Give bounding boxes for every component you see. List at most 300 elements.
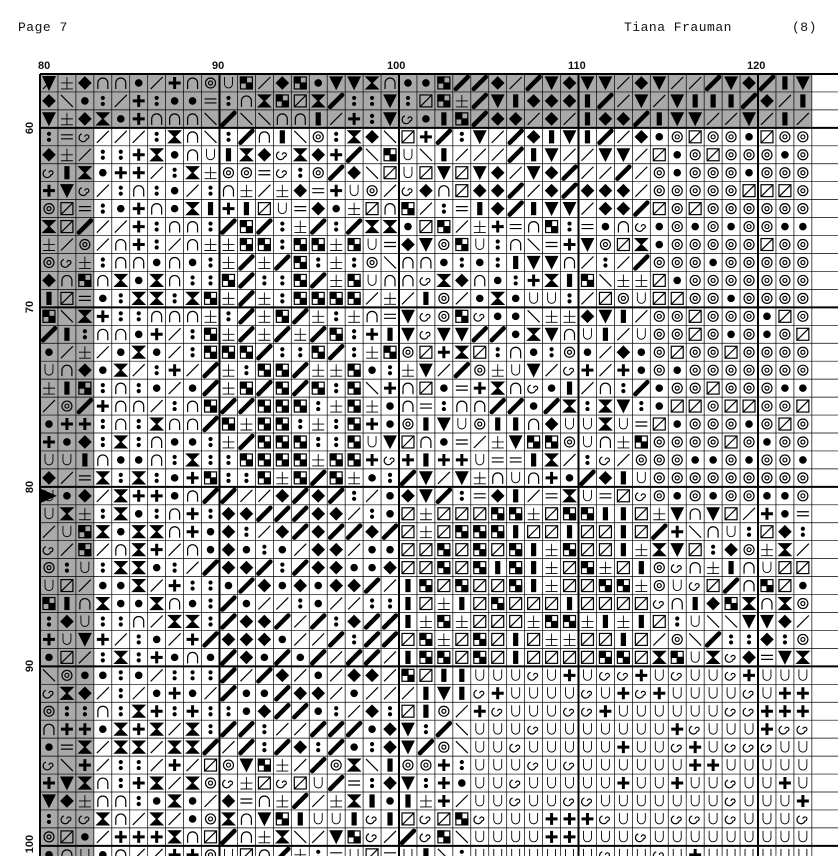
- stitch-symbol-anchor: [348, 472, 360, 484]
- stitch-symbol-anchor: [635, 580, 647, 592]
- stitch-symbol-dot: [118, 582, 124, 588]
- stitch-symbol-sun: [762, 455, 772, 465]
- stitch-symbol-tri: [671, 508, 683, 520]
- stitch-symbol-u: [709, 723, 717, 734]
- stitch-symbol-sun: [331, 760, 341, 770]
- stitch-symbol-boxslash: [492, 580, 504, 592]
- stitch-symbol-u: [799, 777, 807, 788]
- stitch-symbol-arch: [385, 204, 395, 215]
- stitch-symbol-u: [476, 669, 484, 680]
- stitch-symbol-diamond: [492, 490, 504, 502]
- stitch-symbol-hour: [779, 598, 791, 610]
- stitch-symbol-hour: [169, 131, 181, 143]
- stitch-symbol-dot: [333, 205, 339, 211]
- shaded-cell: [58, 630, 76, 648]
- stitch-symbol-checker: [348, 239, 360, 251]
- stitch-symbol-boxslash: [653, 203, 665, 215]
- stitch-symbol-plus: [689, 741, 701, 753]
- stitch-symbol-u: [476, 723, 484, 734]
- stitch-symbol-bar: [621, 472, 625, 484]
- stitch-symbol-bar: [316, 113, 320, 125]
- page-number: (8): [792, 20, 817, 35]
- stitch-symbol-hour: [635, 239, 647, 251]
- stitch-symbol-boxslash: [582, 580, 594, 592]
- stitch-symbol-boxslash: [258, 777, 270, 789]
- stitch-symbol-checker: [348, 382, 360, 394]
- stitch-symbol-hour: [169, 616, 181, 628]
- stitch-symbol-sun: [798, 365, 808, 375]
- stitch-symbol-u: [368, 274, 376, 285]
- stitch-symbol-arch: [116, 419, 126, 430]
- stitch-symbol-eq: [546, 243, 558, 247]
- column-label-110: 110: [568, 60, 586, 72]
- stitch-symbol-slash: [348, 508, 360, 520]
- stitch-symbol-colon: [442, 402, 445, 411]
- stitch-symbol-plus: [169, 687, 181, 699]
- stitch-symbol-checker: [438, 544, 450, 556]
- stitch-symbol-sun: [744, 491, 754, 501]
- stitch-symbol-slash: [312, 795, 324, 807]
- stitch-symbol-colon: [209, 617, 212, 626]
- stitch-symbol-plus: [133, 723, 145, 735]
- stitch-symbol-bar: [442, 149, 446, 161]
- stitch-symbol-u: [601, 687, 609, 698]
- shaded-cell: [76, 236, 94, 254]
- stitch-symbol-slash: [97, 831, 109, 843]
- stitch-symbol-spiral: [671, 565, 681, 573]
- stitch-symbol-tri: [617, 149, 629, 161]
- stitch-symbol-bar: [496, 418, 500, 430]
- stitch-symbol-bead: [330, 723, 342, 735]
- stitch-symbol-eq: [312, 189, 324, 193]
- stitch-symbol-bead: [294, 490, 306, 502]
- stitch-symbol-u: [476, 831, 484, 842]
- stitch-symbol-checker: [294, 292, 306, 304]
- stitch-symbol-u: [548, 705, 556, 716]
- stitch-symbol-eq: [456, 207, 468, 211]
- stitch-symbol-diamond: [240, 616, 252, 628]
- stitch-symbol-boxslash: [456, 185, 468, 197]
- stitch-symbol-bar: [514, 651, 518, 663]
- stitch-symbol-u: [512, 472, 520, 483]
- stitch-symbol-sun: [690, 365, 700, 375]
- stitch-symbol-eq: [348, 781, 360, 785]
- stitch-symbol-backslash: [420, 149, 432, 161]
- stitch-symbol-u: [512, 813, 520, 824]
- stitch-symbol-checker: [528, 436, 540, 448]
- stitch-symbol-bead: [438, 490, 450, 502]
- stitch-symbol-anchor: [474, 472, 486, 484]
- stitch-symbol-boxslash: [797, 328, 809, 340]
- stitch-symbol-u: [691, 651, 699, 662]
- stitch-symbol-sun: [690, 257, 700, 267]
- stitch-symbol-diamond: [240, 633, 252, 645]
- stitch-symbol-tri: [761, 616, 773, 628]
- stitch-symbol-checker: [276, 454, 288, 466]
- shaded-cell: [76, 613, 94, 631]
- stitch-symbol-u: [781, 741, 789, 752]
- stitch-symbol-u: [655, 831, 663, 842]
- stitch-symbol-plus: [169, 849, 181, 856]
- stitch-symbol-diamond: [294, 185, 306, 197]
- stitch-symbol-arch: [421, 437, 431, 448]
- stitch-symbol-checker: [205, 400, 217, 412]
- stitch-symbol-bar: [244, 203, 248, 215]
- stitch-symbol-boxslash: [258, 203, 270, 215]
- stitch-symbol-arch: [259, 132, 269, 143]
- stitch-symbol-sun: [744, 222, 754, 232]
- stitch-symbol-dot: [495, 277, 501, 283]
- stitch-symbol-plus: [366, 454, 378, 466]
- shaded-cell: [184, 110, 202, 128]
- stitch-symbol-backslash: [438, 849, 450, 856]
- stitch-symbol-boxslash: [599, 544, 611, 556]
- stitch-symbol-arch: [690, 563, 700, 574]
- stitch-symbol-plus: [582, 813, 594, 825]
- stitch-symbol-sun: [744, 347, 754, 357]
- stitch-symbol-slash: [492, 131, 504, 143]
- stitch-symbol-arch: [529, 473, 539, 484]
- stitch-symbol-u: [709, 705, 717, 716]
- stitch-symbol-slash: [456, 292, 468, 304]
- shaded-cell: [94, 92, 112, 110]
- stitch-symbol-bar: [639, 562, 643, 574]
- stitch-symbol-dot: [674, 277, 680, 283]
- stitch-symbol-slash: [384, 651, 396, 663]
- stitch-symbol-hour: [169, 795, 181, 807]
- stitch-symbol-u: [655, 759, 663, 770]
- stitch-symbol-bar: [65, 328, 69, 340]
- stitch-symbol-anchor: [366, 400, 378, 412]
- stitch-symbol-sun: [726, 150, 736, 160]
- stitch-symbol-checker: [582, 274, 594, 286]
- stitch-symbol-boxslash: [402, 508, 414, 520]
- stitch-symbol-spiral: [779, 726, 789, 734]
- stitch-symbol-plus: [617, 741, 629, 753]
- stitch-symbol-boxslash: [420, 167, 432, 179]
- stitch-symbol-plus: [546, 813, 558, 825]
- stitch-symbol-bar: [424, 705, 428, 717]
- stitch-symbol-arch: [188, 401, 198, 412]
- stitch-symbol-dot: [171, 439, 177, 445]
- stitch-symbol-u: [637, 705, 645, 716]
- stitch-symbol-checker: [330, 292, 342, 304]
- stitch-symbol-bead: [312, 616, 324, 628]
- stitch-symbol-dot: [405, 223, 411, 229]
- stitch-symbol-diamond: [743, 651, 755, 663]
- stitch-symbol-bead: [599, 131, 611, 143]
- stitch-symbol-plus: [797, 687, 809, 699]
- stitch-symbol-colon: [263, 743, 266, 752]
- stitch-symbol-slash: [115, 131, 127, 143]
- stitch-symbol-boxslash: [402, 544, 414, 556]
- stitch-symbol-boxslash: [420, 562, 432, 574]
- stitch-symbol-boxslash: [653, 149, 665, 161]
- stitch-symbol-checker: [438, 831, 450, 843]
- stitch-symbol-arch: [170, 509, 180, 520]
- stitch-symbol-boxslash: [456, 633, 468, 645]
- stitch-symbol-colon: [209, 599, 212, 608]
- stitch-symbol-anchor: [312, 454, 324, 466]
- stitch-symbol-boxslash: [779, 310, 791, 322]
- stitch-symbol-colon: [101, 563, 104, 572]
- stitch-symbol-dot: [387, 511, 393, 517]
- stitch-symbol-slash: [169, 346, 181, 358]
- stitch-symbol-anchor: [582, 616, 594, 628]
- stitch-symbol-colon: [748, 527, 751, 536]
- shaded-cell: [58, 559, 76, 577]
- stitch-symbol-diamond: [725, 544, 737, 556]
- stitch-symbol-diamond: [348, 616, 360, 628]
- stitch-symbol-colon: [730, 635, 733, 644]
- stitch-symbol-sun: [798, 275, 808, 285]
- stitch-symbol-boxslash: [456, 544, 468, 556]
- stitch-symbol-checker: [258, 759, 270, 771]
- stitch-symbol-tri: [456, 472, 468, 484]
- shaded-cell: [58, 271, 76, 289]
- stitch-symbol-plus: [546, 831, 558, 843]
- stitch-symbol-dot: [692, 457, 698, 463]
- stitch-symbol-slash: [169, 544, 181, 556]
- stitch-symbol-dot: [153, 690, 159, 696]
- stitch-symbol-bead: [564, 185, 576, 197]
- stitch-symbol-arch: [188, 545, 198, 556]
- stitch-symbol-arch: [188, 311, 198, 322]
- stitch-symbol-tri: [420, 472, 432, 484]
- stitch-symbol-dot: [692, 223, 698, 229]
- stitch-symbol-arch: [565, 258, 575, 269]
- stitch-symbol-colon: [101, 258, 104, 267]
- stitch-symbol-bead: [240, 310, 252, 322]
- stitch-symbol-diamond: [312, 203, 324, 215]
- stitch-symbol-boxslash: [599, 526, 611, 538]
- stitch-symbol-plus: [169, 364, 181, 376]
- stitch-symbol-dot: [189, 439, 195, 445]
- stitch-symbol-diamond: [223, 508, 235, 520]
- stitch-symbol-arch: [762, 599, 772, 610]
- stitch-symbol-colon: [119, 689, 122, 698]
- stitch-symbol-colon: [389, 366, 392, 375]
- stitch-symbol-diamond: [294, 580, 306, 592]
- stitch-symbol-bar: [424, 454, 428, 466]
- stitch-symbol-boxslash: [474, 580, 486, 592]
- stitch-symbol-colon: [155, 186, 158, 195]
- stitch-symbol-slash: [582, 167, 594, 179]
- stitch-symbol-sun: [708, 365, 718, 375]
- stitch-symbol-diamond: [312, 149, 324, 161]
- stitch-symbol-u: [548, 687, 556, 698]
- stitch-symbol-dot: [136, 600, 142, 606]
- stitch-symbol-arch: [170, 275, 180, 286]
- stitch-symbol-hour: [151, 526, 163, 538]
- stitch-symbol-sun: [744, 257, 754, 267]
- stitch-symbol-bead: [330, 633, 342, 645]
- stitch-symbol-colon: [371, 509, 374, 518]
- stitch-symbol-checker: [582, 508, 594, 520]
- stitch-symbol-colon: [101, 150, 104, 159]
- shaded-cell: [148, 92, 166, 110]
- stitch-symbol-u: [548, 849, 556, 856]
- stitch-symbol-diamond: [528, 131, 540, 143]
- stitch-symbol-sun: [690, 293, 700, 303]
- stitch-symbol-backslash: [689, 633, 701, 645]
- stitch-symbol-spiral: [725, 780, 735, 788]
- stitch-symbol-plus: [582, 364, 594, 376]
- stitch-symbol-u: [368, 436, 376, 447]
- stitch-symbol-bar: [370, 795, 374, 807]
- stitch-symbol-bead: [653, 526, 665, 538]
- stitch-symbol-anchor: [617, 274, 629, 286]
- stitch-symbol-boxslash: [582, 651, 594, 663]
- stitch-symbol-sun: [672, 240, 682, 250]
- stitch-symbol-colon: [173, 671, 176, 680]
- stitch-symbol-hour: [151, 777, 163, 789]
- stitch-symbol-colon: [568, 294, 571, 303]
- stitch-symbol-bead: [205, 382, 217, 394]
- stitch-symbol-slash: [294, 723, 306, 735]
- shaded-cell: [40, 559, 58, 577]
- stitch-symbol-bead: [635, 203, 647, 215]
- stitch-symbol-spiral: [689, 816, 699, 824]
- stitch-symbol-dot: [782, 223, 788, 229]
- stitch-symbol-dot: [746, 457, 752, 463]
- shaded-cell: [40, 577, 58, 595]
- stitch-symbol-spiral: [653, 852, 663, 856]
- stitch-symbol-checker: [294, 257, 306, 269]
- stitch-symbol-checker: [240, 239, 252, 251]
- stitch-symbol-colon: [783, 635, 786, 644]
- stitch-symbol-u: [799, 669, 807, 680]
- stitch-symbol-colon: [155, 132, 158, 141]
- stitch-symbol-colon: [263, 276, 266, 285]
- stitch-symbol-diamond: [617, 203, 629, 215]
- stitch-symbol-colon: [155, 240, 158, 249]
- shaded-cell: [112, 74, 130, 92]
- stitch-symbol-u: [548, 669, 556, 680]
- stitch-symbol-arch: [421, 258, 431, 269]
- stitch-symbol-u: [799, 849, 807, 856]
- stitch-symbol-plus: [671, 526, 683, 538]
- stitch-symbol-dot: [674, 170, 680, 176]
- stitch-symbol-checker: [240, 454, 252, 466]
- stitch-symbol-u: [494, 831, 502, 842]
- stitch-symbol-slash: [528, 185, 540, 197]
- stitch-symbol-sun: [672, 186, 682, 196]
- stitch-symbol-sun: [726, 257, 736, 267]
- stitch-symbol-colon: [389, 707, 392, 716]
- stitch-symbol-bead: [294, 508, 306, 520]
- stitch-symbol-u: [763, 813, 771, 824]
- stitch-symbol-boxslash: [438, 526, 450, 538]
- stitch-symbol-spiral: [725, 672, 735, 680]
- stitch-symbol-spiral: [725, 744, 735, 752]
- stitch-symbol-bead: [294, 795, 306, 807]
- stitch-symbol-slash: [97, 490, 109, 502]
- stitch-symbol-plus: [133, 777, 145, 789]
- stitch-symbol-colon: [137, 437, 140, 446]
- stitch-symbol-sun: [744, 437, 754, 447]
- stitch-symbol-sun: [654, 491, 664, 501]
- stitch-symbol-arch: [439, 186, 449, 197]
- stitch-symbol-hour: [115, 364, 127, 376]
- stitch-symbol-checker: [510, 508, 522, 520]
- stitch-symbol-boxslash: [510, 598, 522, 610]
- stitch-symbol-u: [601, 723, 609, 734]
- stitch-symbol-sun: [780, 293, 790, 303]
- stitch-symbol-diamond: [599, 185, 611, 197]
- stitch-symbol-u: [476, 777, 484, 788]
- stitch-symbol-bead: [635, 257, 647, 269]
- stitch-symbol-u: [314, 777, 322, 788]
- stitch-symbol-diamond: [779, 526, 791, 538]
- stitch-symbol-sun: [618, 293, 628, 303]
- stitch-symbol-arch: [170, 599, 180, 610]
- stitch-symbol-sun: [223, 168, 233, 178]
- stitch-symbol-checker: [456, 580, 468, 592]
- stitch-symbol-bar: [729, 562, 733, 574]
- stitch-symbol-boxslash: [617, 490, 629, 502]
- stitch-symbol-slash: [97, 346, 109, 358]
- stitch-symbol-dot: [405, 80, 411, 86]
- stitch-symbol-plus: [187, 849, 199, 856]
- stitch-symbol-eq: [384, 243, 396, 247]
- stitch-symbol-spiral: [420, 834, 430, 842]
- stitch-symbol-dot: [674, 493, 680, 499]
- stitch-symbol-dot: [441, 259, 447, 265]
- stitch-symbol-hour: [115, 741, 127, 753]
- stitch-symbol-colon: [137, 312, 140, 321]
- stitch-symbol-colon: [191, 348, 194, 357]
- shaded-cell: [40, 254, 58, 272]
- stitch-symbol-diamond: [384, 562, 396, 574]
- stitch-symbol-anchor: [653, 508, 665, 520]
- stitch-symbol-plus: [151, 705, 163, 717]
- stitch-symbol-plus: [707, 759, 719, 771]
- stitch-symbol-dot: [118, 349, 124, 355]
- stitch-symbol-hour: [151, 813, 163, 825]
- stitch-symbol-colon: [353, 330, 356, 339]
- stitch-symbol-sun: [672, 383, 682, 393]
- stitch-symbol-u: [781, 795, 789, 806]
- stitch-symbol-colon: [281, 240, 284, 249]
- stitch-symbol-slash: [133, 364, 145, 376]
- stitch-symbol-hour: [151, 274, 163, 286]
- stitch-symbol-spiral: [474, 690, 484, 698]
- stitch-symbol-u: [781, 669, 789, 680]
- stitch-symbol-checker: [420, 651, 432, 663]
- stitch-symbol-u: [709, 687, 717, 698]
- stitch-symbol-diamond: [707, 598, 719, 610]
- stitch-symbol-u: [584, 490, 592, 501]
- stitch-symbol-checker: [599, 651, 611, 663]
- stitch-symbol-sun: [780, 365, 790, 375]
- stitch-symbol-plus: [492, 221, 504, 233]
- stitch-symbol-dot: [153, 636, 159, 642]
- stitch-symbol-bar: [568, 598, 572, 610]
- stitch-symbol-slash: [169, 633, 181, 645]
- stitch-symbol-slash: [582, 149, 594, 161]
- stitch-symbol-dot: [297, 654, 303, 660]
- stitch-symbol-spiral: [402, 188, 412, 196]
- shaded-cell: [40, 505, 58, 523]
- stitch-symbol-plus: [151, 831, 163, 843]
- stitch-symbol-dot: [207, 654, 213, 660]
- stitch-symbol-slash: [366, 292, 378, 304]
- stitch-symbol-sun: [654, 455, 664, 465]
- stitch-symbol-anchor: [402, 364, 414, 376]
- stitch-symbol-plus: [366, 328, 378, 340]
- stitch-symbol-checker: [276, 382, 288, 394]
